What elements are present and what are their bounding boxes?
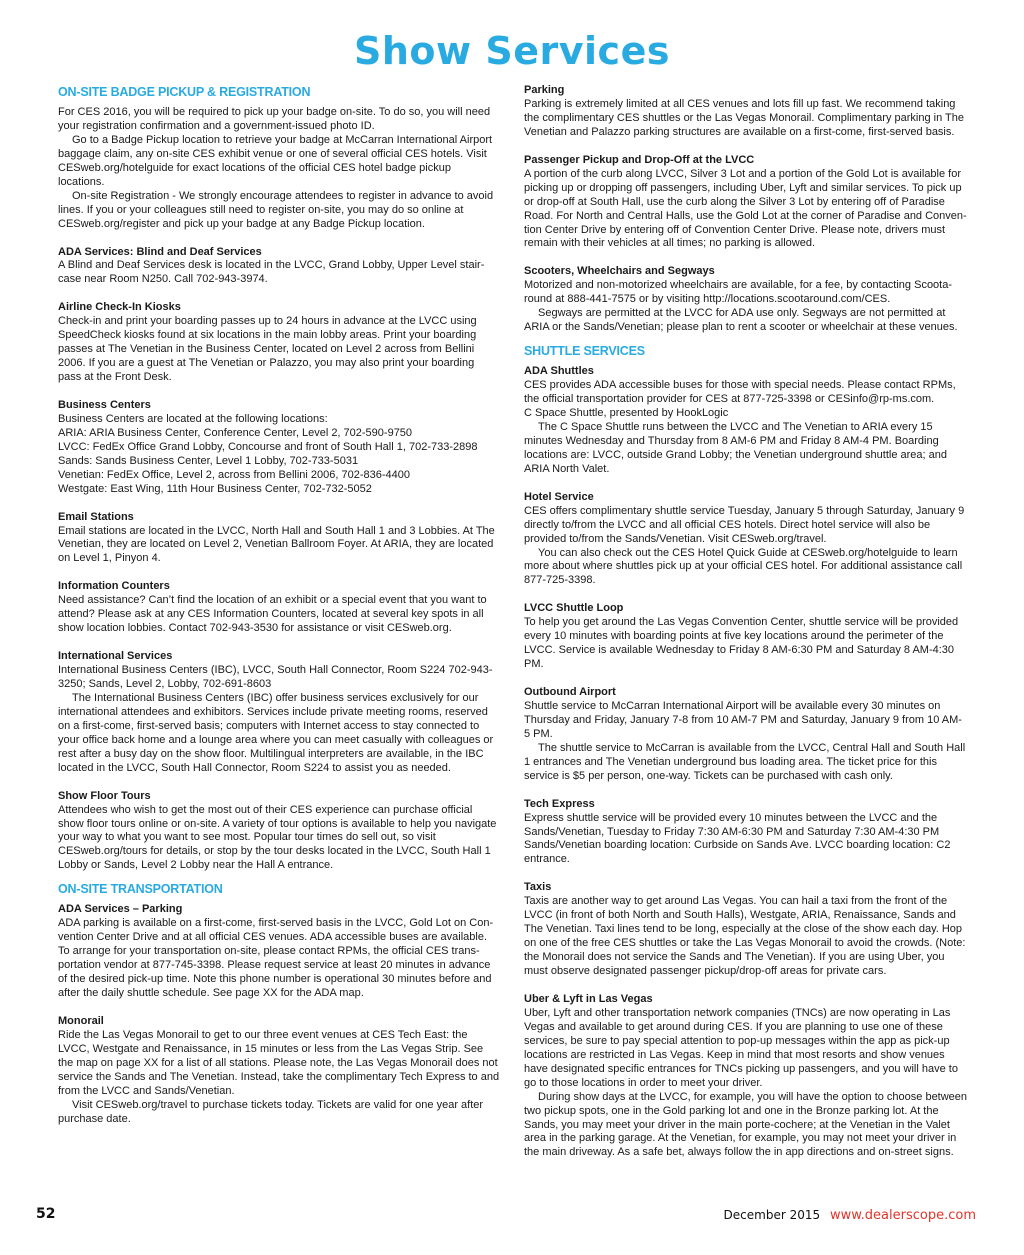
subheading-airline-kiosks: Airline Check-In Kiosks xyxy=(58,301,181,314)
paragraph: Visit CESweb.org/travel to purchase tickets today. Tickets are valid for one year after purchase date. xyxy=(58,1098,484,1125)
issue-date: December 2015 xyxy=(723,1208,821,1222)
passenger-pickup-block xyxy=(524,154,968,252)
subheading-monorail: Monorail xyxy=(58,1014,104,1027)
subheading-outbound-airport: Outbound Airport xyxy=(524,686,616,698)
paragraph: International Business Centers (IBC), LVCC, South Hall Connector, Room S224 702-943-3250; Sands, Level 2, Lobby, 702-691-8603 xyxy=(58,664,493,690)
paragraph: You can also check out the CES Hotel Quick Guide at CESweb.org/hotelguide to learn more about where shuttles pick up at your official CES hotel. For additional assistance call 877-725-3398. xyxy=(524,546,963,587)
show-floor-tours-block xyxy=(58,790,500,874)
subheading-ada-blind-deaf: ADA Services: Blind and Deaf Services xyxy=(58,245,262,258)
shuttle-loop-block xyxy=(524,602,968,672)
paragraph: Segways are permitted at the LVCC for ADA use only. Segways are not permitted at ARIA or the Sands/Venetian; please plan to rent a scooter or wheelchair at these venues. xyxy=(524,307,958,334)
subheading-hotel-service: Hotel Service xyxy=(524,490,594,503)
paragraph: On-site Registration - We strongly encourage attendees to register in advance to avoid lines. If you or your colleagues still need to register on-site, you may do so online at CESweb.org/register and pick up your badge at any Badge Pickup location. xyxy=(58,189,494,230)
paragraph: The shuttle service to McCarran is available from the LVCC, Central Hall and South Hall 1 entrances and The Venetian underground bus loading area. The ticket price for this service is $5 per person, one-way. Tickets can be purchased with cash only. xyxy=(524,741,966,782)
paragraph: The International Business Centers (IBC) offer business services exclusively for our international attendees and exhibitors. Services include private meeting rooms, reserved on a first-come, first-served basis; computers with Internet access to stay connected to your office back home and a lounge area where you can meet casually with colleagues or rest after a busy day on the show floor. Multilingual interpreters are available, in the IBC located in the LVCC, South Hall Connector, Room S224 to assist you as needed. xyxy=(58,691,494,774)
paragraph: Attendees who wish to get the most out of their CES experience can purchase official show floor tours online or on-site. A variety of tour options is available to help you navigate your way to what you want to see most. Popular tour times do sell out, so visit CESweb.org/tours for details, or stop by the tour desks located in the LVCC, South Hall 1 Lobby or Sands, Level 2 Lobby near the Hall A entrance. xyxy=(58,803,497,872)
website-link[interactable]: www.dealerscope.com xyxy=(829,1208,976,1223)
subheading-international-services: International Services xyxy=(58,650,173,663)
subheading-business-centers: Business Centers xyxy=(58,398,151,411)
paragraph: Uber, Lyft and other transportation network companies (TNCs) are now operating in Las Vegas and available to get around during CES. If you are planning to use one of these services, be sure to pay special attention to pop-up messages within the app as pick-up locations are restricted in Las Vegas. Keep in mind that most resorts and show venues have designated specific entrances for TNCs picking up passengers, and you will have to go to those locations in order to meet your driver. xyxy=(524,1006,958,1089)
business-centers-block xyxy=(58,399,500,497)
monorail-block xyxy=(58,1015,500,1127)
paragraph: C Space Shuttle, presented by HookLogic xyxy=(524,406,729,419)
paragraph: Motorized and non-motorized wheelchairs are available, for a fee, by contacting Scoota-round at 888-441-7575 or by visiting http://locations.scootaround.com/CES. xyxy=(524,279,953,306)
airline-kiosks-block xyxy=(58,301,500,385)
information-counters-block xyxy=(58,580,500,636)
subheading-information-counters: Information Counters xyxy=(58,580,170,593)
subheading-ada-parking: ADA Services – Parking xyxy=(58,903,183,916)
left-column xyxy=(58,84,500,1140)
ada-shuttles-block xyxy=(524,365,968,477)
list-item: Venetian: FedEx Office, Level 2, across from Bellini 2006, 702-836-4400 xyxy=(58,468,411,481)
subheading-scooters: Scooters, Wheelchairs and Segways xyxy=(524,265,715,278)
subheading-show-floor-tours: Show Floor Tours xyxy=(58,789,151,802)
paragraph: CES provides ADA accessible buses for those with special needs. Please contact RPMs, the official transportation provider for CES at 877-725-3398 or CESinfo@rp-ms.com. xyxy=(524,379,956,406)
subheading-parking: Parking xyxy=(524,84,565,96)
hotel-service-block xyxy=(524,491,968,589)
paragraph: CES offers complimentary shuttle service Tuesday, January 5 through Saturday, January 9 directly to/from the LVCC and all official CES hotels. Direct hotel service will also be provided to/from the Sands/Venetian. Visit CESweb.org/travel. xyxy=(524,504,965,545)
paragraph: Go to a Badge Pickup location to retrieve your badge at McCarran International Airport baggage claim, any on-site CES exhibit venue or one of several official CES hotels. Visit CESweb.org/hotelguide for exact locations of the official CES hotel badge pickup locations. xyxy=(58,133,493,188)
right-column xyxy=(524,84,968,1174)
subheading-shuttle-loop: LVCC Shuttle Loop xyxy=(524,602,624,615)
paragraph: Ride the Las Vegas Monorail to get to our three event venues at CES Tech East: the LVCC, Westgate and Renaissance, in 15 minutes or less from the Las Vegas Strip. See the map on page XX for a list of all stations. Please note, the Las Vegas Monorail does not service the Sands and The Venetian. Instead, take the complimentary Tech Express to and from the LVCC and Sands/Venetian. xyxy=(58,1028,500,1097)
paragraph: Parking is extremely limited at all CES venues and lots fill up fast. We recommend taking the complimentary CES shuttles or the Las Vegas Monorail. Complimentary parking in The Venetian and Palazzo parking structures are available on a first-come, first-served basis. xyxy=(524,97,965,138)
paragraph: A Blind and Deaf Services desk is located in the LVCC, Grand Lobby, Upper Level stair-case near Room N250. Call 702-943-3974. xyxy=(58,259,485,286)
paragraph: Need assistance? Can’t find the location of an exhibit or a special event that you want to attend? Please ask at any CES Information Counters, located at several key spots in all show location lobbies. Contact 702-943-3530 for assistance or visit CESweb.org. xyxy=(58,594,487,635)
paragraph: The C Space Shuttle runs between the LVCC and The Venetian to ARIA every 15 minutes Wednesday and Thursday from 8 AM-6 PM and Friday 8 AM-4 PM. Boarding locations are: LVCC, outside Grand Lobby; the Venetian underground shuttle area; and ARIA North Valet. xyxy=(524,420,947,475)
section-heading-badge-pickup: ON-SITE BADGE PICKUP & REGISTRATION xyxy=(58,85,311,99)
subheading-passenger-pickup: Passenger Pickup and Drop-Off at the LVCC xyxy=(524,153,755,166)
section-heading-transportation: ON-SITE TRANSPORTATION xyxy=(58,882,223,897)
paragraph: Email stations are located in the LVCC, North Hall and South Hall 1 and 3 Lobbies. At The Venetian, they are located on Level 2, Venetian Ballroom Foyer. At ARIA, they are located on Level 1, Pinyon 4. xyxy=(58,524,495,565)
subheading-email-stations: Email Stations xyxy=(58,510,134,523)
paragraph: Check-in and print your boarding passes up to 24 hours in advance at the LVCC using SpeedCheck kiosks found at six locations in the main lobby areas. Print your boarding passes at The Venetian in the Business Center, located on Level 2 across from Bellini 2006. If you are a guest at The Venetian or Palazzo, you may also print your boarding pass at the Front Desk. xyxy=(58,315,477,384)
paragraph: During show days at the LVCC, for example, you will have the option to choose between two pickup spots, one in the Gold parking lot and one in the Bronze parking lot. At the Sands, you may meet your driver in the main porte-cochere; at the Venetian in the Valet area in the parking garage. At the Venetian, for example, you may not meet your driver in the main driveway. As a safe bet, always follow the in app directions and on-street signs. xyxy=(524,1090,968,1159)
section-heading-shuttle-services: SHUTTLE SERVICES xyxy=(524,344,645,359)
uber-lyft-block xyxy=(524,993,968,1160)
parking-block xyxy=(524,84,968,140)
footer-info xyxy=(724,1208,976,1223)
paragraph: Shuttle service to McCarran International Airport will be available every 30 minutes on Thursday and Friday, January 7-8 from 10 AM-7 PM and Saturday, January 9 from 10 AM-5 PM. xyxy=(524,699,962,740)
paragraph: To help you get around the Las Vegas Convention Center, shuttle service will be provided every 10 minutes with boarding points at five key locations around the perimeter of the LVCC. Service is available Wednesday to Friday 8 AM-6:30 PM and Saturday 8 AM-4:30 PM. xyxy=(524,616,959,671)
subheading-taxis: Taxis xyxy=(524,881,552,894)
page-title: Show Services xyxy=(354,29,670,73)
page-number: 52 xyxy=(36,1206,56,1222)
ada-blind-deaf-block xyxy=(58,246,500,288)
paragraph: ADA parking is available on a first-come, first-served basis in the LVCC, Gold Lot on Con-vention Center Drive and at all official CES venues. ADA accessible buses are available. To arrange for your transportation on-site, please contact RPMs, the official CES trans-portation vendor at 877-745-3398. Please request service at least 20 minutes in advance of the desired pick-up time. Note this phone number is operational 30 minutes before and after the daily shuttle schedule. See page XX for the ADA map. xyxy=(58,917,494,1000)
list-item: Westgate: East Wing, 11th Hour Business Center, 702-732-5052 xyxy=(58,482,372,495)
list-item: Business Centers are located at the following locations: xyxy=(58,412,328,425)
paragraph: Express shuttle service will be provided every 10 minutes between the LVCC and the Sands/Venetian, Tuesday to Friday 7:30 AM-6:30 PM and Saturday 7:30 AM-4:30 PM Sands/Venetian boarding location: Curbside on Sands Ave. LVCC boarding location: C2 entrance. xyxy=(524,811,951,866)
list-item: Sands: Sands Business Center, Level 1 Lobby, 702-733-5031 xyxy=(58,454,359,467)
tech-express-block xyxy=(524,798,968,868)
email-stations-block xyxy=(58,511,500,567)
taxis-block xyxy=(524,881,968,979)
paragraph: Taxis are another way to get around Las Vegas. You can hail a taxi from the front of the LVCC (in front of both North and South Halls), Westgate, ARIA, Renaissance, Sands and The Venetian. Taxi lines tend to be long, especially at the close of the show each day. Hop on one of the free CES shuttles or take the Las Vegas Monorail to avoid the crowds. (Note: the Monorail does not service the Sands and The Venetian). If you are using Uber, you must observe designated passenger pickup/drop-off areas for private cars. xyxy=(524,895,966,978)
subheading-uber-lyft: Uber & Lyft in Las Vegas xyxy=(524,992,653,1005)
list-item: ARIA: ARIA Business Center, Conference Center, Level 2, 702-590-9750 xyxy=(58,426,413,439)
list-item: LVCC: FedEx Office Grand Lobby, Concourse and front of South Hall 1, 702-733-2898 xyxy=(58,440,478,453)
ada-parking-block xyxy=(58,903,500,1001)
subheading-ada-shuttles: ADA Shuttles xyxy=(524,365,594,378)
paragraph: A portion of the curb along LVCC, Silver 3 Lot and a portion of the Gold Lot is available for picking up or dropping off passengers, including Uber, Lyft and similar services. To pick up or drop-off at South Hall, use the curb along the Silver 3 Lot by entering off of Paradise Road. For North and Central Halls, use the Gold Lot at the corner of Paradise and Conven-tion Center Drive by entering off of Convention Center Drive. Please note, drivers must remain with their vehicles at all times; no parking is allowed. xyxy=(524,167,967,250)
international-services-block xyxy=(58,650,500,776)
badge-pickup-block xyxy=(58,106,500,232)
scooters-block xyxy=(524,265,968,335)
subheading-tech-express: Tech Express xyxy=(524,797,595,810)
outbound-airport-block xyxy=(524,686,968,784)
paragraph: For CES 2016, you will be required to pick up your badge on-site. To do so, you will need your registration confirmation and a government-issued photo ID. xyxy=(58,106,491,132)
